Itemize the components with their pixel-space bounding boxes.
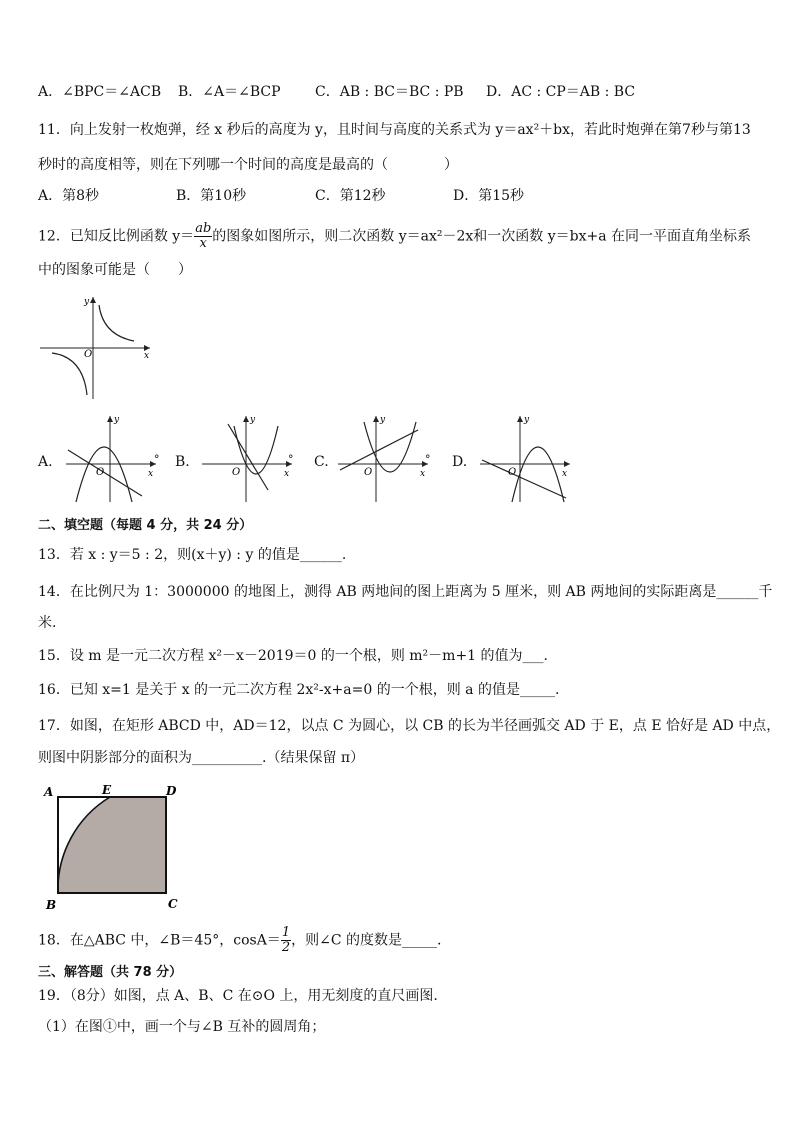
q18-pre: 18．在△ABC 中，∠B＝45°，cosA＝ — [38, 932, 281, 949]
q12-hyperbola-x-label: x — [144, 351, 150, 361]
section-2-heading: 二、填空题（每题 4 分，共 24 分） — [38, 518, 253, 533]
q10-option-c: C．AB : BC＝BC : PB — [315, 84, 464, 100]
q14-line2: 米. — [38, 615, 57, 631]
q12-b-x-label: x — [284, 469, 290, 479]
q11-option-c: C．第12秒 — [315, 188, 386, 204]
q12-d-origin: O — [508, 467, 517, 478]
q10-option-d: D．AC : CP＝AB : BC — [486, 84, 636, 100]
q11-option-b: B．第10秒 — [176, 188, 247, 204]
q18-frac-num: 1 — [281, 925, 291, 940]
q10-option-b: B．∠A＝∠BCP — [178, 84, 281, 100]
q12-line2: 中的图象可能是（ ） — [38, 262, 192, 278]
q11-line1: 11．向上发射一枚炮弹，经 x 秒后的高度为 y，且时间与高度的关系式为 y＝ax²＋bx，若此时炮弹在第7秒与第13 — [38, 122, 751, 138]
q18 — [38, 926, 441, 955]
q16: 16．已知 x=1 是关于 x 的一元二次方程 2x²-x+a=0 的一个根，则 a 的值是_____. — [38, 682, 560, 698]
q13: 13．若 x : y＝5 : 2，则(x＋y) : y 的值是______. — [38, 547, 347, 563]
q12-c-origin: O — [364, 467, 373, 478]
q17-line2: 则图中阴影部分的面积为__________.（结果保留 π） — [38, 750, 365, 766]
q12-b-origin: O — [232, 467, 241, 478]
q12-hyperbola-graph — [38, 293, 158, 403]
q12-option-c-label: C. — [314, 454, 329, 470]
q14-line1: 14．在比例尺为 1：3000000 的地图上，测得 AB 两地间的图上距离为 5 厘米，则 AB 两地间的实际距离是______千 — [38, 584, 773, 600]
q12-a-x-label: x — [148, 469, 154, 479]
q17-label-e: E — [102, 783, 112, 797]
q12-option-a-label: A. — [38, 454, 53, 470]
q17-label-b: B — [46, 898, 57, 912]
q17-line1: 17．如图，在矩形 ABCD 中，AD＝12，以点 C 为圆心，以 CB 的长为半径画弧交 AD 于 E，点 E 恰好是 AD 中点， — [38, 718, 781, 734]
q12-option-b-label: B. — [175, 454, 190, 470]
q18-frac-den: 2 — [281, 940, 291, 955]
q11-line2: 秒时的高度相等，则在下列哪一个时间的高度是最高的（ ） — [38, 157, 458, 173]
q12-hyperbola-origin: O — [84, 349, 93, 360]
q17-shaded-region — [58, 797, 166, 893]
q17-label-d: D — [166, 784, 177, 798]
q12-option-a-graph — [62, 412, 162, 504]
q19-line1: 19．（8分）如图，点 A、B、C 在⊙O 上，用无刻度的直尺画图. — [38, 988, 438, 1004]
q12-option-c-graph — [334, 412, 434, 504]
section-3-heading: 三、解答题（共 78 分） — [38, 965, 183, 980]
q12-frac-num: ab — [195, 221, 212, 236]
q12-frac-den: x — [199, 236, 207, 251]
q17-label-a: A — [44, 785, 54, 799]
q12-option-a-mark: ° — [154, 453, 160, 466]
q18-fraction — [281, 926, 291, 955]
q12-option-d-graph — [476, 412, 576, 504]
q12-option-c-mark: ° — [425, 453, 431, 466]
q12-c-y-label: y — [380, 415, 386, 425]
q12-c-x-label: x — [420, 469, 426, 479]
q15: 15．设 m 是一元二次方程 x²－x－2019＝0 的一个根，则 m²－m+1 的值为___. — [38, 648, 548, 664]
q12-d-y-label: y — [524, 415, 530, 425]
q10-option-a: A．∠BPC＝∠ACB — [38, 84, 162, 100]
q12-line1 — [38, 222, 751, 251]
q12-hyperbola-y-label: y — [84, 297, 90, 307]
q17-rectangle-figure — [38, 778, 188, 914]
q12-line1-pre: 12．已知反比例函数 y＝ — [38, 228, 195, 245]
q19-line2: （1）在图①中，画一个与∠B 互补的圆周角； — [38, 1019, 326, 1035]
q11-option-d: D．第15秒 — [453, 188, 525, 204]
q12-d-x-label: x — [562, 469, 568, 479]
q12-a-y-label: y — [114, 415, 120, 425]
q12-fraction — [194, 222, 212, 251]
q12-option-b-mark: ° — [288, 453, 294, 466]
q12-b-y-label: y — [250, 415, 256, 425]
q11-option-a: A．第8秒 — [38, 188, 100, 204]
q12-a-origin: O — [96, 467, 105, 478]
q18-post: ，则∠C 的度数是_____. — [291, 932, 442, 949]
q17-label-c: C — [168, 897, 178, 911]
q12-line1-post: 的图象如图所示，则二次函数 y＝ax²－2x和一次函数 y＝bx+a 在同一平面直角坐标系 — [212, 228, 752, 245]
q12-option-d-label: D. — [452, 454, 468, 470]
q12-option-b-graph — [198, 412, 298, 504]
